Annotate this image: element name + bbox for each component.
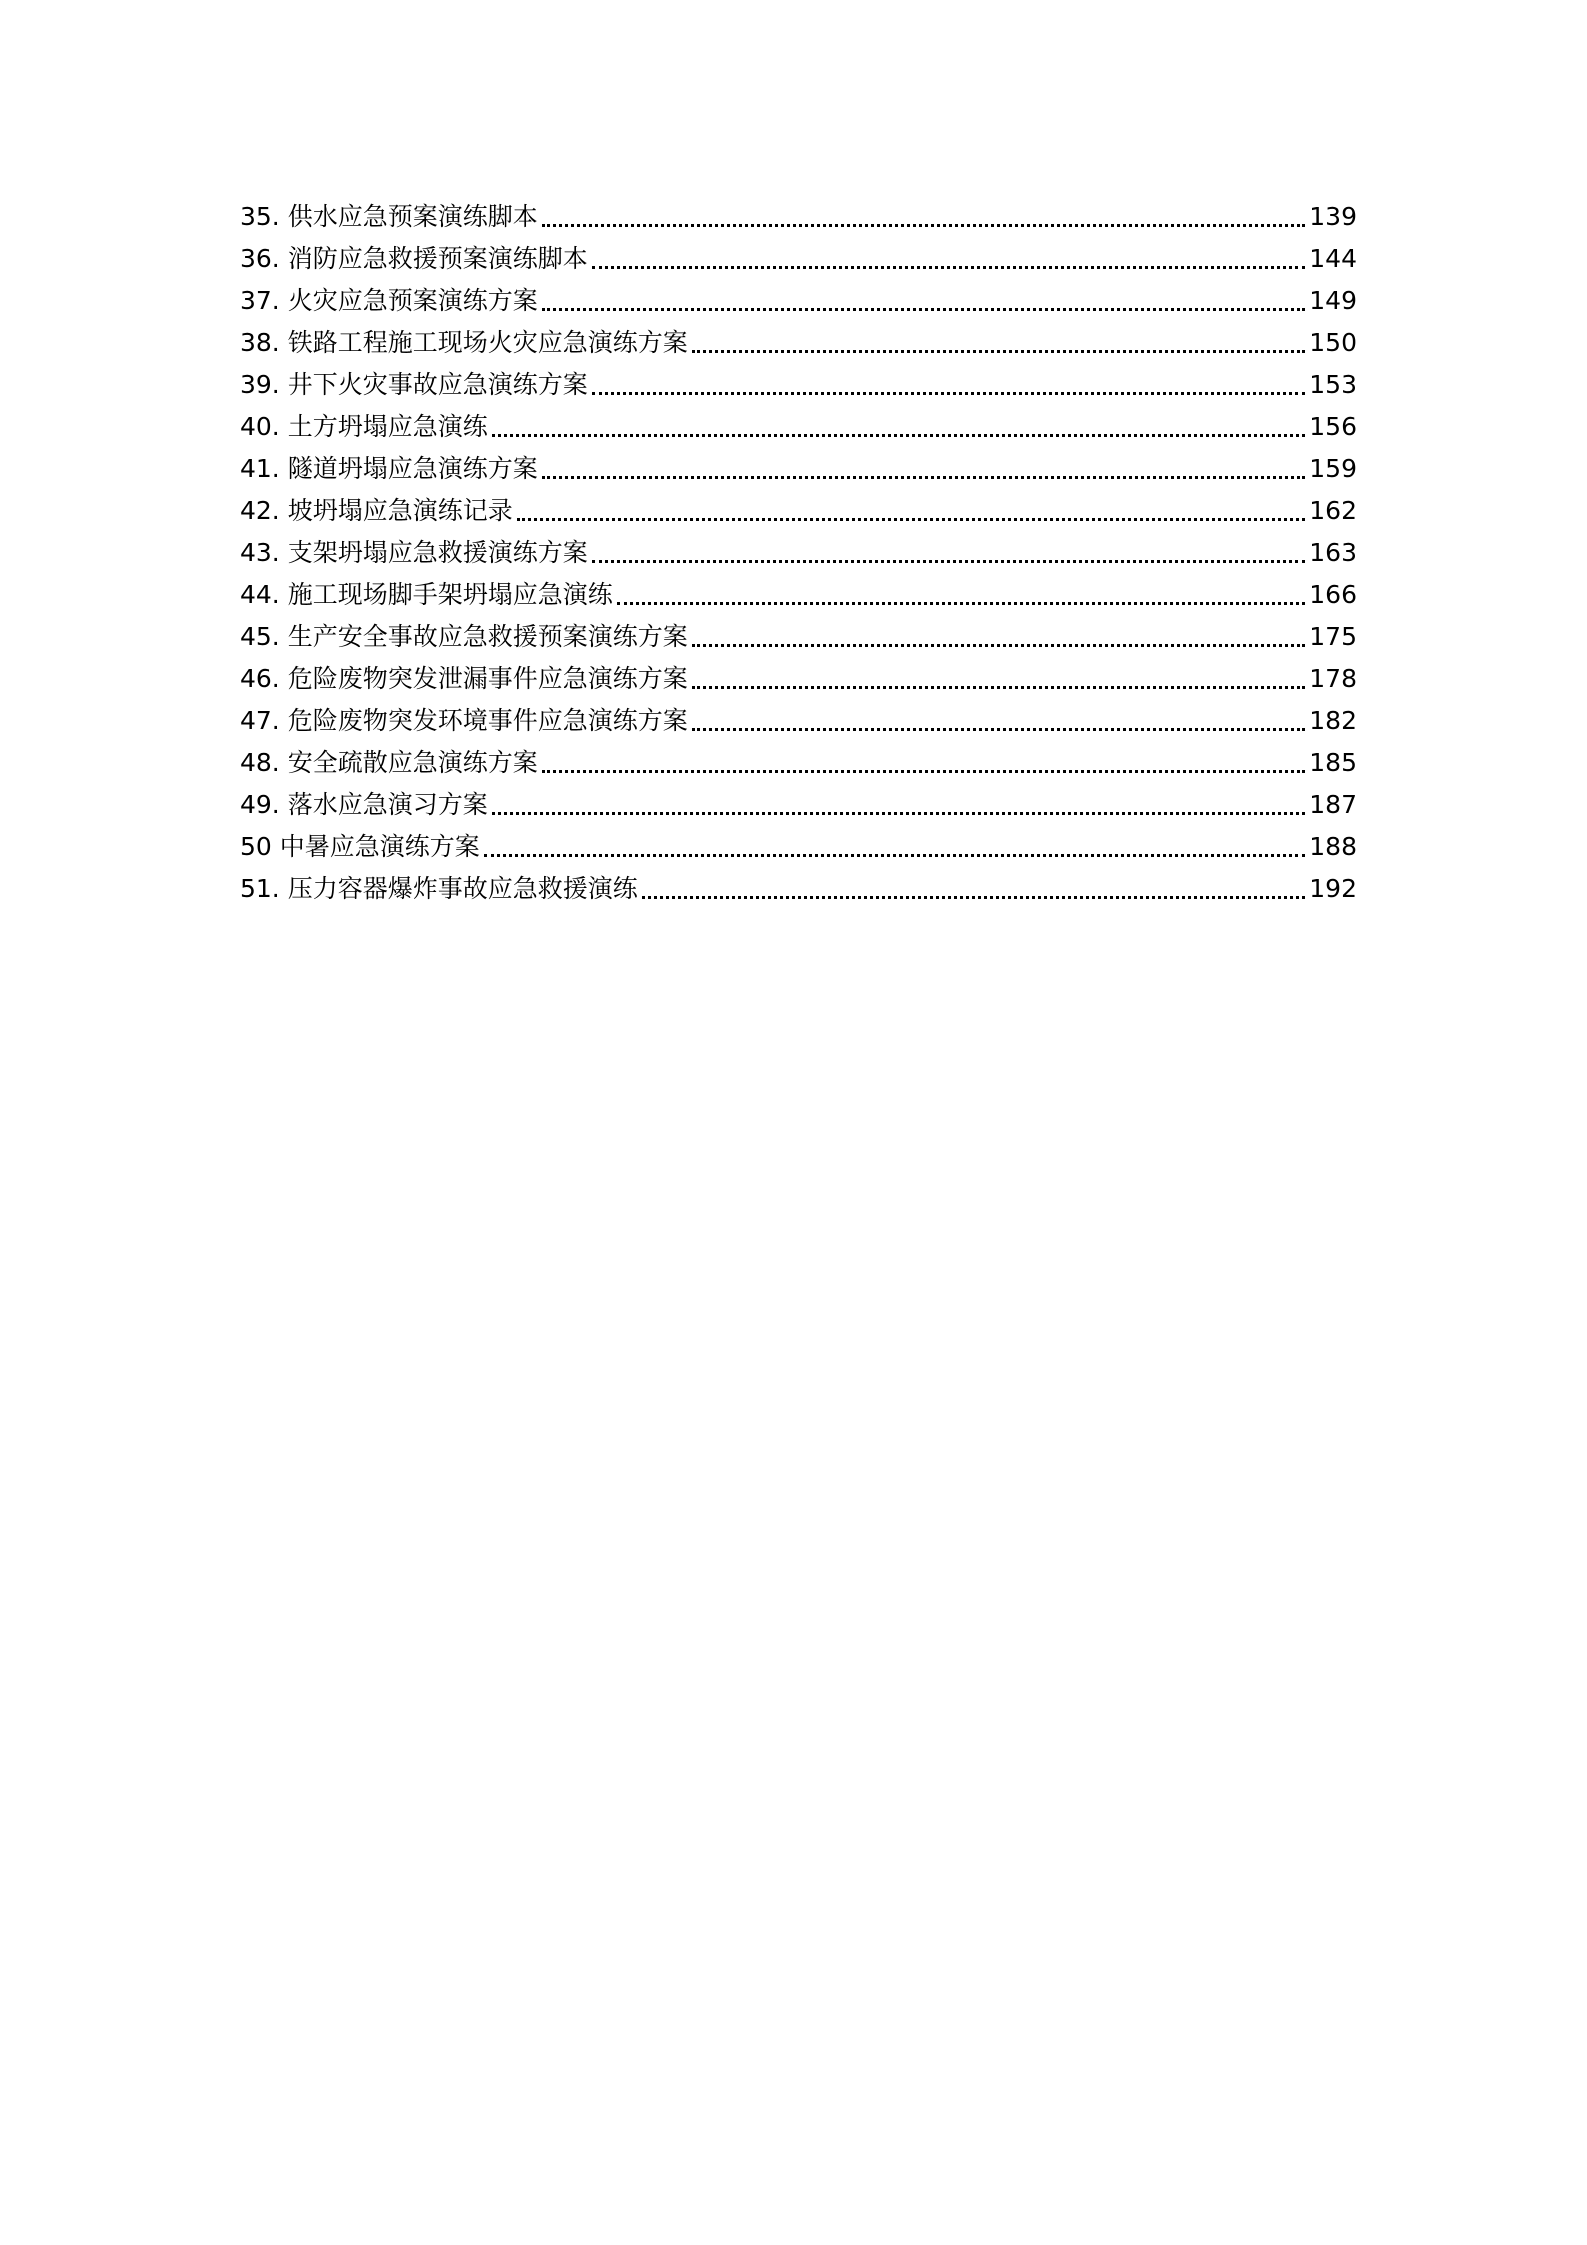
toc-entry-title: 36. 消防应急救援预案演练脚本 xyxy=(240,244,588,273)
toc-entry-title: 44. 施工现场脚手架坍塌应急演练 xyxy=(240,580,613,609)
toc-entry-title: 41. 隧道坍塌应急演练方案 xyxy=(240,454,538,483)
toc-entry-title: 46. 危险废物突发泄漏事件应急演练方案 xyxy=(240,664,688,693)
toc-entry-page-number: 156 xyxy=(1309,412,1357,441)
toc-dot-leader xyxy=(484,854,1306,857)
toc-dot-leader xyxy=(617,602,1306,605)
toc-entry[interactable] xyxy=(240,238,1357,280)
toc-entry-title: 45. 生产安全事故应急救援预案演练方案 xyxy=(240,622,688,651)
toc-entry[interactable] xyxy=(240,196,1357,238)
toc-entry-title: 47. 危险废物突发环境事件应急演练方案 xyxy=(240,706,688,735)
toc-dot-leader xyxy=(592,266,1306,269)
toc-entry-title: 38. 铁路工程施工现场火灾应急演练方案 xyxy=(240,328,688,357)
toc-entry[interactable] xyxy=(240,364,1357,406)
toc-entry-title: 39. 井下火灾事故应急演练方案 xyxy=(240,370,588,399)
toc-dot-leader xyxy=(542,476,1306,479)
table-of-contents xyxy=(240,196,1357,910)
toc-dot-leader xyxy=(592,560,1306,563)
toc-entry[interactable] xyxy=(240,616,1357,658)
toc-entry-page-number: 178 xyxy=(1309,664,1357,693)
toc-entry[interactable] xyxy=(240,532,1357,574)
toc-entry[interactable] xyxy=(240,490,1357,532)
toc-dot-leader xyxy=(542,770,1306,773)
toc-entry[interactable] xyxy=(240,868,1357,910)
toc-entry-page-number: 175 xyxy=(1309,622,1357,651)
toc-entry[interactable] xyxy=(240,322,1357,364)
toc-dot-leader xyxy=(692,728,1306,731)
toc-entry-page-number: 153 xyxy=(1309,370,1357,399)
toc-dot-leader xyxy=(492,434,1306,437)
toc-entry[interactable] xyxy=(240,700,1357,742)
toc-entry-title: 42. 坡坍塌应急演练记录 xyxy=(240,496,513,525)
toc-entry-title: 50 中暑应急演练方案 xyxy=(240,832,480,861)
toc-entry[interactable] xyxy=(240,784,1357,826)
toc-dot-leader xyxy=(692,686,1306,689)
toc-dot-leader xyxy=(692,644,1306,647)
toc-entry-page-number: 188 xyxy=(1309,832,1357,861)
toc-entry-page-number: 185 xyxy=(1309,748,1357,777)
toc-entry-page-number: 187 xyxy=(1309,790,1357,819)
toc-entry-title: 37. 火灾应急预案演练方案 xyxy=(240,286,538,315)
toc-entry-title: 35. 供水应急预案演练脚本 xyxy=(240,202,538,231)
toc-dot-leader xyxy=(542,224,1306,227)
toc-entry-page-number: 144 xyxy=(1309,244,1357,273)
toc-entry-title: 49. 落水应急演习方案 xyxy=(240,790,488,819)
toc-entry-page-number: 166 xyxy=(1309,580,1357,609)
toc-entry-page-number: 182 xyxy=(1309,706,1357,735)
toc-entry-page-number: 139 xyxy=(1309,202,1357,231)
toc-entry-page-number: 162 xyxy=(1309,496,1357,525)
toc-entry-page-number: 159 xyxy=(1309,454,1357,483)
toc-entry[interactable] xyxy=(240,574,1357,616)
toc-entry-title: 40. 土方坍塌应急演练 xyxy=(240,412,488,441)
toc-entry-page-number: 163 xyxy=(1309,538,1357,567)
toc-entry-title: 43. 支架坍塌应急救援演练方案 xyxy=(240,538,588,567)
toc-dot-leader xyxy=(692,350,1306,353)
toc-dot-leader xyxy=(592,392,1306,395)
toc-entry-page-number: 192 xyxy=(1309,874,1357,903)
toc-dot-leader xyxy=(642,896,1306,899)
toc-entry[interactable] xyxy=(240,406,1357,448)
toc-entry-title: 51. 压力容器爆炸事故应急救援演练 xyxy=(240,874,638,903)
toc-entry[interactable] xyxy=(240,742,1357,784)
toc-entry-page-number: 149 xyxy=(1309,286,1357,315)
toc-entry[interactable] xyxy=(240,280,1357,322)
toc-entry-page-number: 150 xyxy=(1309,328,1357,357)
toc-dot-leader xyxy=(542,308,1306,311)
toc-dot-leader xyxy=(492,812,1306,815)
toc-entry[interactable] xyxy=(240,658,1357,700)
toc-entry[interactable] xyxy=(240,448,1357,490)
toc-entry[interactable] xyxy=(240,826,1357,868)
toc-entry-title: 48. 安全疏散应急演练方案 xyxy=(240,748,538,777)
toc-dot-leader xyxy=(517,518,1306,521)
